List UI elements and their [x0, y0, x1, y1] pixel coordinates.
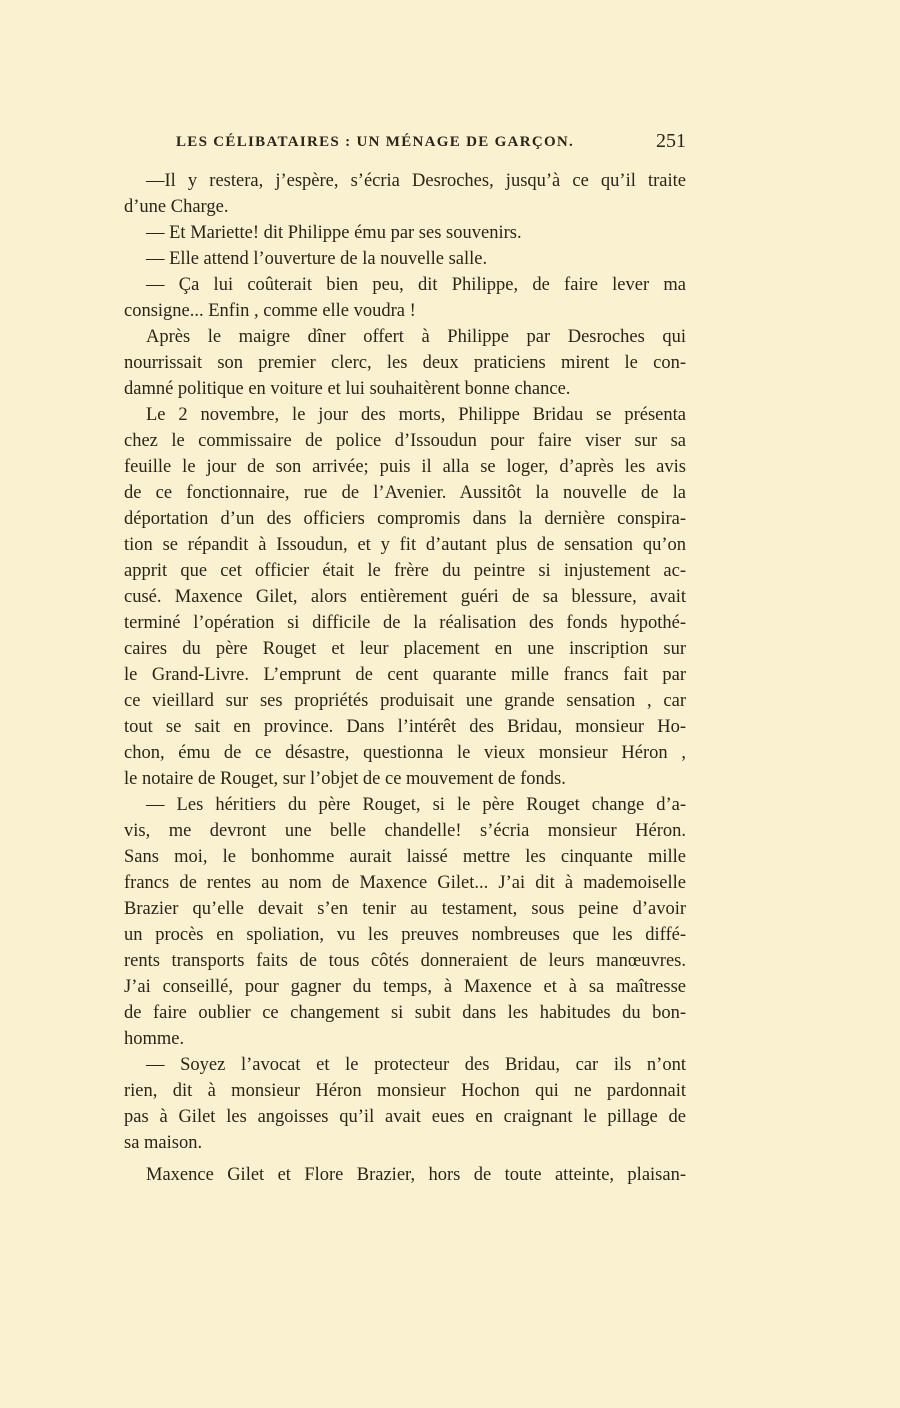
text-line: terminé l’opération si difficile de la réalisation des fonds hypothé- — [124, 613, 686, 633]
text-line: Brazier qu’elle devait s’en tenir au testament, sous peine d’avoir — [124, 899, 686, 919]
text-line: vis, me devront une belle chandelle! s’écria monsieur Héron. — [124, 821, 686, 841]
text-line: feuille le jour de son arrivée; puis il alla se loger, d’après les avis — [124, 457, 686, 477]
text-line: — Ça lui coûterait bien peu, dit Philippe, de faire lever ma — [146, 275, 686, 295]
text-line: Après le maigre dîner offert à Philippe par Desroches qui — [146, 327, 686, 347]
running-title: LES CÉLIBATAIRES : UN MÉNAGE DE GARÇON. — [176, 134, 575, 150]
text-line: rien, dit à monsieur Héron monsieur Hochon qui ne pardonnait — [124, 1081, 686, 1101]
text-line: J’ai conseillé, pour gagner du temps, à Maxence et à sa maîtresse — [124, 977, 686, 997]
text-line: tout se sait en province. Dans l’intérêt des Bridau, monsieur Ho- — [124, 717, 686, 737]
text-line: tion se répandit à Issoudun, et y fit d’autant plus de sensation qu’on — [124, 535, 686, 555]
text-line: consigne... Enfin , comme elle voudra ! — [124, 301, 416, 321]
text-line: damné politique en voiture et lui souhaitèrent bonne chance. — [124, 379, 571, 399]
text-line: ce vieillard sur ses propriétés produisait une grande sensation , car — [124, 691, 686, 711]
text-line: — Et Mariette! dit Philippe ému par ses souvenirs. — [146, 223, 522, 243]
text-line: — Soyez l’avocat et le protecteur des Bridau, car ils n’ont — [146, 1055, 686, 1075]
text-line: caires du père Rouget et leur placement en une inscription sur — [124, 639, 686, 659]
text-line: pas à Gilet les angoisses qu’il avait eues en craignant le pillage de — [124, 1107, 686, 1127]
text-line: rents transports faits de tous côtés donneraient de leurs manœuvres. — [124, 951, 686, 971]
text-line: de ce fonctionnaire, rue de l’Avenier. Aussitôt la nouvelle de la — [124, 483, 686, 503]
text-line: nourrissait son premier clerc, les deux praticiens mirent le con- — [124, 353, 686, 373]
text-line: sa maison. — [124, 1133, 203, 1153]
text-line: Sans moi, le bonhomme aurait laissé mettre les cinquante mille — [124, 847, 686, 867]
text-line: apprit que cet officier était le frère du peintre si injustement ac- — [124, 561, 686, 581]
text-line: le notaire de Rouget, sur l’objet de ce mouvement de fonds. — [124, 769, 566, 789]
text-line: chon, ému de ce désastre, questionna le vieux monsieur Héron , — [124, 743, 686, 763]
text-line: d’une Charge. — [124, 197, 229, 217]
text-line: —Il y restera, j’espère, s’écria Desroches, jusqu’à ce qu’il traite — [146, 171, 686, 191]
text-line: Maxence Gilet et Flore Brazier, hors de toute atteinte, plaisan- — [146, 1165, 686, 1185]
text-line: le Grand-Livre. L’emprunt de cent quarante mille francs fait par — [124, 665, 686, 685]
text-line: Le 2 novembre, le jour des morts, Philippe Bridau se présenta — [146, 405, 686, 425]
text-line: un procès en spoliation, vu les preuves nombreuses que les diffé- — [124, 925, 686, 945]
text-line: chez le commissaire de police d’Issoudun pour faire viser sur sa — [124, 431, 686, 451]
page-body-text — [124, 168, 686, 1188]
text-line: cusé. Maxence Gilet, alors entièrement guéri de sa blessure, avait — [124, 587, 686, 607]
text-line: homme. — [124, 1029, 185, 1049]
text-line: — Elle attend l’ouverture de la nouvelle salle. — [146, 249, 488, 269]
text-line: francs de rentes au nom de Maxence Gilet... J’ai dit à mademoiselle — [124, 873, 686, 893]
running-header — [124, 130, 686, 158]
text-line: déportation d’un des officiers compromis dans la dernière conspira- — [124, 509, 686, 529]
text-line: — Les héritiers du père Rouget, si le père Rouget change d’a- — [146, 795, 686, 815]
page-number: 251 — [656, 130, 686, 152]
text-line: de faire oublier ce changement si subit dans les habitudes du bon- — [124, 1003, 686, 1023]
